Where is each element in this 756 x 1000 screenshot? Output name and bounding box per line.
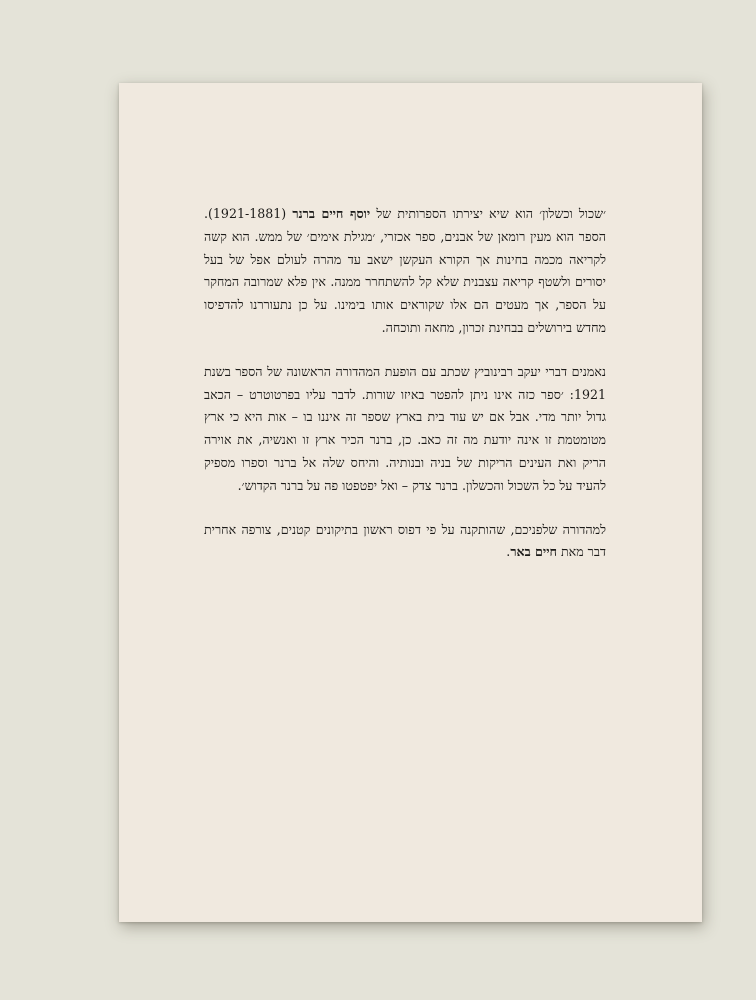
- paragraph-3: [204, 519, 606, 565]
- intro-text: [204, 203, 606, 585]
- paragraph-1: [204, 203, 606, 340]
- paragraph-2: נאמנים דברי יעקב רבינוביץ שכתב עם הופעת המהדורה הראשונה של הספר בשנת 1921: ׳ספר כזה אינו ניתן להפטר באיזו שורות. לדבר עליו בפרטוטרט – הכאב גדול יותר מדי. אבל אם יש עוד בית בארץ שספר זה איננו בו – אות היא כי ארץ מטומטמת זו אינה יודעת מה זה כאב. כן, ברנר הכיר ארץ זו ואנשיה, את אוירה הריק ואת העינים הריקות של בניה ובנותיה. והיחס שלה אל ברנר וספרו מספיק להעיד על כל השכול והכשלון. ברנר צדק – ואל יפטפטו פה על ברנר הקדוש׳.: [204, 363, 606, 493]
- author-name: יוסף חיים ברנר: [292, 206, 371, 221]
- book-page: [119, 83, 702, 922]
- paragraph-3-text-a: למהדורה שלפניכם, שהותקנה על פי דפוס ראשון בתיקונים קטנים, צורפה אחרית דבר מאת: [204, 521, 606, 560]
- paragraph-1-text-a: ׳שכול וכשלון׳ הוא שיא יצירתו הספרותית של: [370, 206, 607, 221]
- paragraph-1-text-b: (1921-1881). הספר הוא מעין רומאן של אבנים, ספר אכזרי, ׳מגילת אימים׳ של ממש. הוא קשה לקריאה מכמה בחינות אך הקורא העקשן ישאב עד מהרה לעולם אפל של בעל יסורים ולשטף קריאה עצבנית שלא קל להשתחרר ממנה. אין פלא שמרובה המחקר על הספר, אך מעטים הם אלו שקוראים אותו בימינו. על כן נתעוררנו להדפיסו מחדש בירושלים בבחינת זכרון, מחאה ותוכחה.: [204, 206, 606, 335]
- afterword-author-name: חיים באר: [510, 544, 557, 560]
- paragraph-3-text-b: .: [506, 544, 511, 560]
